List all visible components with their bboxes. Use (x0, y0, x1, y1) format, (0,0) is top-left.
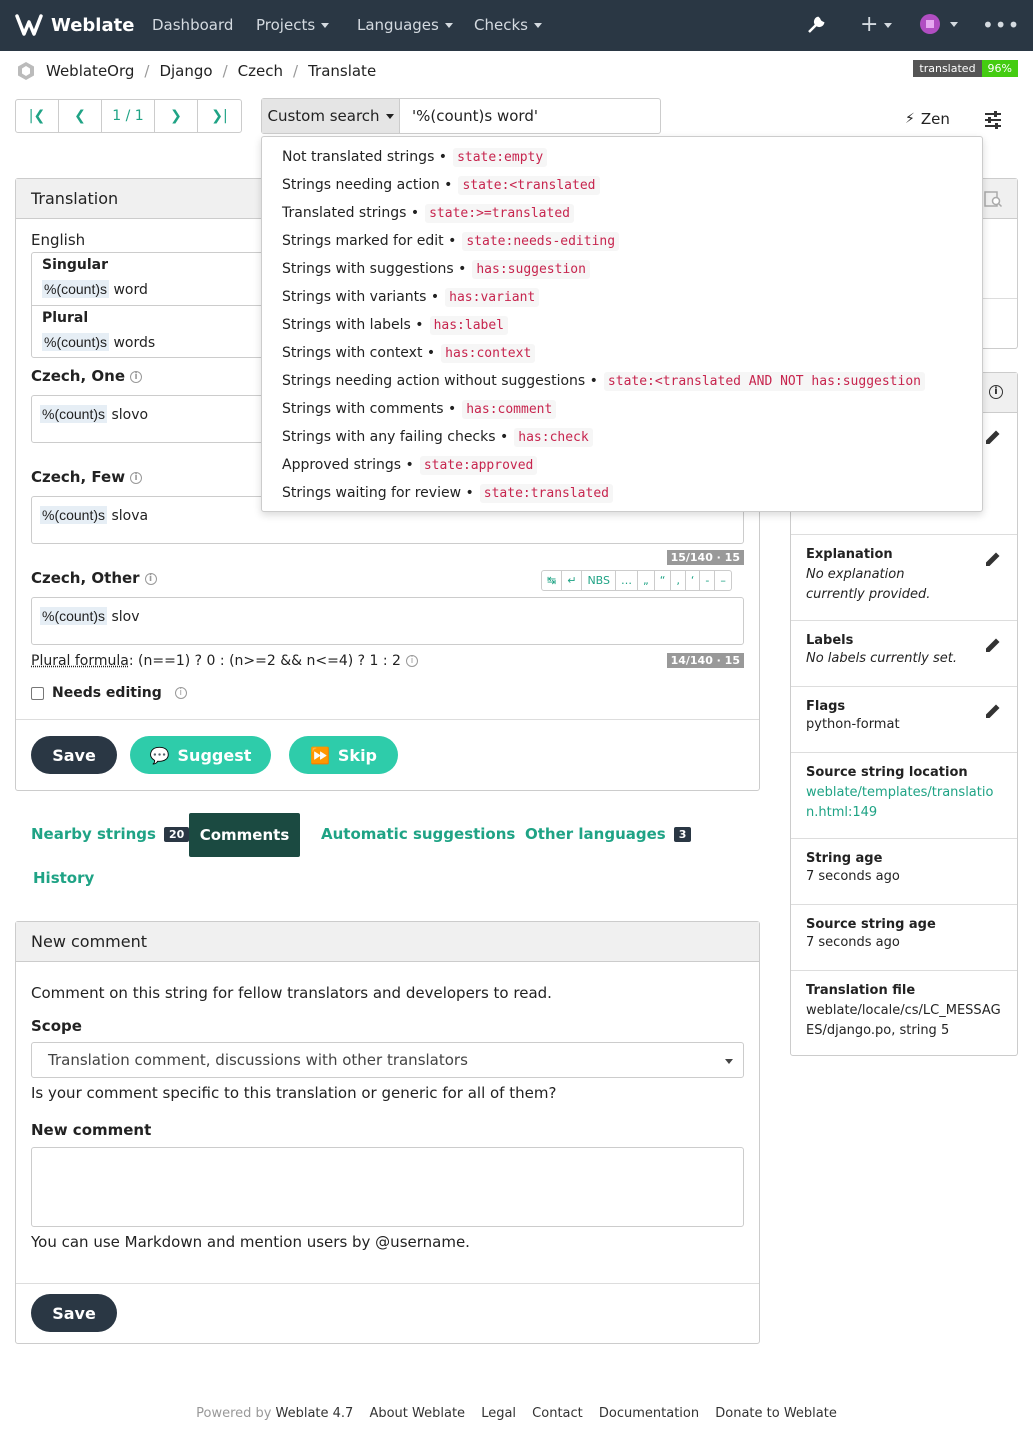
other-counter: 14/140 · 15 (667, 653, 744, 668)
wrench-icon[interactable] (806, 15, 826, 35)
singular-label: Singular (42, 257, 108, 273)
zen-button[interactable] (905, 110, 950, 128)
dash-button[interactable]: – (720, 574, 726, 587)
lightning-icon: ⚡ (905, 111, 915, 127)
info-icon: i (130, 472, 142, 484)
info-icon: i (130, 371, 142, 383)
info-icon: i (406, 655, 418, 667)
tab-nearby[interactable]: Nearby strings 20 (31, 825, 189, 843)
markdown-help: You can use Markdown and mention users by @username. (31, 1233, 470, 1251)
edit-explanation-icon[interactable] (983, 549, 1003, 569)
translated-badge[interactable] (913, 60, 1018, 77)
more-icon[interactable]: ••• (982, 13, 1021, 37)
czech-few-label: Czech, Few i (31, 468, 142, 486)
new-comment-panel (15, 921, 760, 1344)
plural-label: Plural (42, 310, 89, 326)
breadcrumb-translate[interactable]: Translate (308, 62, 377, 80)
skip-button[interactable]: ⏩ Skip (289, 736, 398, 774)
czech-few-input[interactable]: %(count)s slova (31, 496, 744, 544)
source-location-link[interactable]: weblate/templates/translation.html:149 (806, 785, 994, 820)
edit-labels-icon[interactable] (983, 635, 1003, 655)
dropdown-item[interactable]: Strings with variants • has:variant (262, 283, 982, 311)
chevron-down-icon (719, 1052, 733, 1070)
tab-bar (15, 813, 760, 903)
avatar (920, 14, 940, 34)
single-high-button[interactable]: ‘ (686, 571, 701, 590)
source-location-row: Source string location weblate/templates/translation.html:149 (791, 752, 1017, 838)
search-input[interactable]: '%(count)s word' (412, 107, 538, 125)
zen-label: Zen (920, 110, 950, 128)
ellipsis-button[interactable]: … (616, 571, 638, 590)
nbsp-button[interactable]: NBS (582, 571, 616, 590)
nav-projects[interactable]: Projects (256, 16, 329, 34)
hyphen-button[interactable]: - (700, 571, 715, 590)
add-icon[interactable]: + (860, 12, 892, 37)
footer-version-link[interactable]: Weblate 4.7 (275, 1406, 354, 1421)
flags-row: Flags python-format (791, 686, 1017, 752)
tab-char-button[interactable]: ↹ (542, 571, 562, 590)
next-icon: ❯ (170, 108, 182, 124)
dropdown-item[interactable]: Strings with context • has:context (262, 339, 982, 367)
few-counter: 15/140 · 15 (667, 550, 744, 565)
info-icon: i (145, 573, 157, 585)
source-age-row: Source string age 7 seconds ago (791, 904, 1017, 970)
tab-comments[interactable]: Comments (189, 813, 300, 857)
tab-automatic-suggestions[interactable]: Automatic suggestions (321, 825, 516, 843)
tab-other-languages[interactable]: Other languages 3 (525, 825, 691, 843)
new-comment-label: New comment (31, 1121, 152, 1139)
string-age-row: String age 7 seconds ago (791, 838, 1017, 904)
tab-history[interactable]: History (33, 869, 95, 887)
edit-flags-icon[interactable] (983, 701, 1003, 721)
czech-other-input[interactable]: %(count)s slov (31, 597, 744, 645)
comment-intro: Comment on this string for fellow translators and developers to read. (31, 984, 552, 1002)
footer-legal-link[interactable]: Legal (481, 1406, 517, 1421)
singular-text: %(count)s word (44, 281, 148, 298)
brand[interactable] (15, 12, 134, 38)
top-navbar (0, 0, 1033, 51)
dropdown-item[interactable]: Strings needing action • state:<translated (262, 171, 982, 199)
footer-docs-link[interactable]: Documentation (598, 1406, 700, 1421)
explanation-row: Explanation No explanation currently provided. (791, 534, 1017, 620)
project-icon (16, 61, 36, 81)
info-icon[interactable]: i (989, 385, 1003, 399)
prev-button[interactable] (59, 100, 102, 132)
badge-label: translated (913, 60, 981, 77)
next-button[interactable] (155, 100, 198, 132)
breadcrumb-project[interactable]: Django (159, 62, 213, 80)
search-dropdown (261, 136, 983, 512)
badge-value: 96% (982, 60, 1018, 77)
new-comment-textarea[interactable] (31, 1147, 744, 1227)
quote-high-button[interactable]: “ (655, 571, 672, 590)
user-menu[interactable] (920, 14, 958, 34)
single-low-button[interactable]: ‚ (671, 571, 686, 590)
czech-one-label: Czech, One i (31, 367, 142, 385)
save-button[interactable]: Save (31, 736, 117, 774)
pager-position: 1 / 1 (102, 100, 155, 132)
brand-name: Weblate (51, 14, 135, 36)
custom-search-button[interactable]: Custom search (262, 99, 400, 133)
last-icon: ❯| (211, 108, 228, 124)
breadcrumb-language[interactable]: Czech (237, 62, 283, 80)
first-button[interactable] (16, 100, 59, 132)
quote-low-button[interactable]: „ (638, 571, 655, 590)
czech-one-input[interactable]: %(count)s slovo (31, 395, 744, 443)
breadcrumb-org[interactable]: WeblateOrg (46, 62, 135, 80)
translation-file-row: Translation file weblate/locale/cs/LC_MESSAGES/django.po, string 5 (791, 970, 1017, 1056)
footer: Powered by Weblate 4.7 About Weblate Legal Contact Documentation Donate to Weblate (196, 1406, 837, 1421)
settings-tune-icon[interactable] (983, 110, 1003, 130)
comment-save-button[interactable]: Save (31, 1294, 117, 1332)
nav-checks[interactable]: Checks (474, 16, 542, 34)
special-chars-toolbar (541, 570, 732, 591)
dropdown-item[interactable]: Strings marked for edit • state:needs-editing (262, 227, 982, 255)
dropdown-item[interactable]: Approved strings • state:approved (262, 451, 982, 479)
string-pager (15, 99, 242, 133)
search-glossary-icon[interactable] (983, 189, 1003, 209)
breadcrumb: WeblateOrg / Django / Czech / Translate (16, 60, 376, 82)
dropdown-item[interactable]: Translated strings • state:>=translated (262, 199, 982, 227)
dropdown-item[interactable]: Strings with suggestions • has:suggestion (262, 255, 982, 283)
dropdown-item[interactable]: Not translated strings • state:empty (262, 143, 982, 171)
newline-button[interactable]: ↵ (562, 571, 582, 590)
footer-donate-link[interactable]: Donate to Weblate (715, 1406, 837, 1421)
needs-editing-checkbox[interactable] (31, 687, 44, 700)
nav-dashboard[interactable]: Dashboard (152, 16, 234, 34)
plural-text: %(count)s words (44, 334, 156, 351)
fast-forward-icon: ⏩ (309, 745, 330, 765)
footer-contact-link[interactable]: Contact (532, 1406, 583, 1421)
needs-editing[interactable]: Needs editing i (31, 685, 187, 701)
prev-icon: ❮ (74, 108, 86, 124)
first-icon: |❮ (28, 108, 46, 124)
panel-title: Translation (16, 179, 759, 219)
nav-languages[interactable]: Languages (357, 16, 453, 34)
dropdown-item[interactable]: Strings with comments • has:comment (262, 395, 982, 423)
dropdown-item[interactable]: Strings with any failing checks • has:check (262, 423, 982, 451)
dropdown-item[interactable]: Strings waiting for review • state:translated (262, 479, 982, 507)
czech-other-label: Czech, Other i (31, 569, 157, 587)
footer-about-link[interactable]: About Weblate (369, 1406, 466, 1421)
plural-formula: Plural formula: (n==1) ? 0 : (n>=2 && n<=4) ? 1 : 2 i (31, 653, 418, 669)
labels-row: Labels No labels currently set. (791, 620, 1017, 686)
comment-panel-title: New comment (16, 922, 759, 962)
scope-label: Scope (31, 1017, 82, 1035)
scope-help: Is your comment specific to this translation or generic for all of them? (31, 1084, 557, 1102)
suggest-icon: 💬 (149, 745, 170, 765)
weblate-logo-icon (15, 12, 43, 38)
source-language: English (31, 231, 86, 249)
suggest-button[interactable]: 💬 Suggest (130, 736, 271, 774)
search-box (261, 98, 661, 134)
info-icon: i (175, 687, 187, 699)
last-button[interactable] (198, 100, 241, 132)
scope-select[interactable]: Translation comment, discussions with other translators (31, 1042, 744, 1078)
edit-pencil-icon[interactable] (983, 427, 1003, 447)
dropdown-item[interactable]: Strings needing action without suggestions • state:<translated AND NOT has:suggestion (262, 367, 982, 395)
dropdown-item[interactable]: Strings with labels • has:label (262, 311, 982, 339)
